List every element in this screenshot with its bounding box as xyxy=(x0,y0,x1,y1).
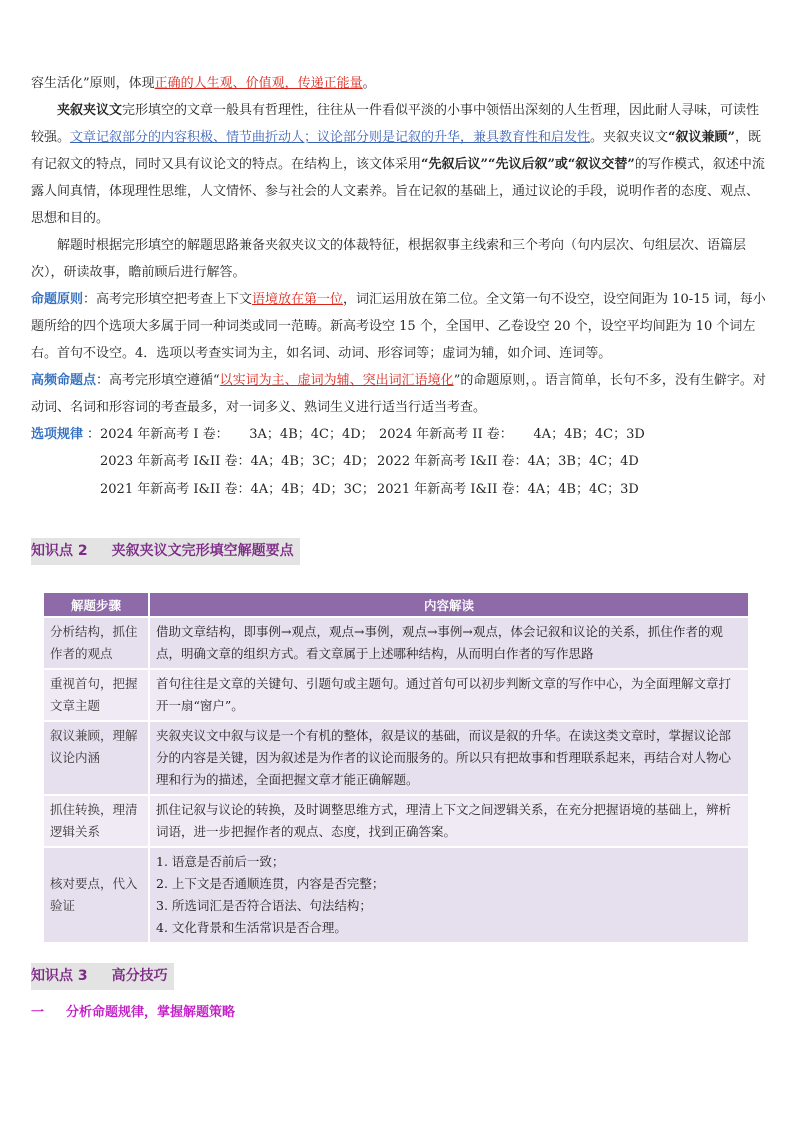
option-rule-2022: 2022 年新高考 I&II 卷：4A；3B；4C；4D xyxy=(377,454,639,469)
option-rule-2021-a: 2021 年新高考 I&II 卷：4A；4B；4D；3C； xyxy=(100,482,375,497)
table-cell-content: 抓住记叙与议论的转换，及时调整思维方式，理清上下文之间逻辑关系，在充分把握语境的基础上，辨析词语，进一步把握作者的观点、态度，找到正确答案。 xyxy=(149,795,749,847)
genre-term-3: “先叙后议”“先议后叙”或“叙议交替” xyxy=(421,157,635,172)
intro-text: 容生活化”原则，体现 xyxy=(31,76,155,91)
genre-text-d: 的写作模式，叙述中流露人间真情，体现理性思维，人文情怀、参与社会的人文素养。旨在记叙的基础上，通过议论的手段，说明作者的态度、观点、思想和目的。 xyxy=(31,157,765,226)
genre-text-a: 完形填空的文章一般具有哲理性，往往从一件看似平淡的小事中领悟出深刻的人生哲理，因此耐人寻味，可读性较强。 xyxy=(31,103,760,145)
table-row xyxy=(44,795,749,847)
section-title: 夹叙夹议文完形填空解题要点 xyxy=(111,543,294,559)
section-heading-kp2 xyxy=(31,538,300,565)
frequent-label: 高频命题点 xyxy=(31,373,97,388)
option-rule-2024-2: 2024 年新高考 II 卷： 4A；4B；4C；3D xyxy=(379,427,645,442)
solving-paragraph: 解题时根据完形填空的解题思路兼备夹叙夹议文的体裁特征，根据叙事主线索和三个考向（句内层次、句组层次、语篇层次），研读故事，瞻前顾后进行解答。 xyxy=(31,238,747,280)
principle-highlight: 语境放在第一位 xyxy=(252,292,344,307)
frequent-highlight: 以实词为主、虚词为辅、突出词汇语境化 xyxy=(219,373,454,388)
table-cell-step: 分析结构，抓住作者的观点 xyxy=(44,617,149,669)
table-row xyxy=(44,847,749,942)
principle-label: 命题原则 xyxy=(31,292,84,307)
table-cell-content: 借助文章结构，即事例→观点，观点→事例，观点→事例→观点，体会记叙和议论的关系，抓住作者的观点，明确文章的组织方式。看文章属于上述哪种结构，从而明白作者的写作思路 xyxy=(149,617,749,669)
list-item: 2. 上下文是否通顺连贯，内容是否完整； xyxy=(156,876,385,891)
option-rules-label: 选项规律 xyxy=(31,427,84,442)
section-number: 知识点 2 xyxy=(31,543,88,559)
subsection-title: 分析命题规律，掌握解题策略 xyxy=(66,1005,236,1020)
intro-text-end: 。 xyxy=(362,76,376,91)
table-row xyxy=(44,669,749,721)
table-cell-content xyxy=(149,847,749,942)
table-cell-step: 叙议兼顾，理解议论内涵 xyxy=(44,721,149,795)
list-item: 4. 文化背景和生活常识是否合理。 xyxy=(156,920,347,935)
list-item: 3. 所选词汇是否符合语法、句法结构； xyxy=(156,898,372,913)
option-rule-2024-1: ：2024 年新高考 I 卷： 3A；4B；4C；4D； xyxy=(87,427,374,442)
table-row xyxy=(44,721,749,795)
principle-text-b: ，词汇运用放在第二位。全文第一句不设空，设空间距为 10-15 词，每小题所给的四个选项大多属于同一种词类或同一范畴。新高考设空 15 个，全国甲、乙卷设空 20 个，设空平均间距为 10 个词左右。首句不设空。4．选项以考查实词为主，如名词、动词、形容词等；虚词为辅，如介词、连词等。 xyxy=(31,292,766,361)
genre-term: 夹叙夹议文 xyxy=(57,103,123,118)
table-row xyxy=(44,617,749,669)
subsection-number: 一 xyxy=(31,1005,45,1020)
frequent-paragraph xyxy=(31,367,766,421)
steps-table xyxy=(44,593,750,942)
section-number: 知识点 3 xyxy=(31,968,88,984)
section-title: 高分技巧 xyxy=(111,968,168,984)
genre-term-2: “叙议兼顾” xyxy=(668,130,736,145)
subsection-heading xyxy=(31,1002,235,1024)
table-cell-step: 抓住转换，理清逻辑关系 xyxy=(44,795,149,847)
table-cell-step: 重视首句，把握文章主题 xyxy=(44,669,149,721)
checklist xyxy=(156,851,742,939)
genre-paragraph xyxy=(31,97,766,232)
option-rule-2023: 2023 年新高考 I&II 卷：4A；4B；3C；4D； xyxy=(100,454,375,469)
table-header-step: 解题步骤 xyxy=(44,593,149,617)
section-heading-kp3 xyxy=(31,963,174,990)
principle-text-a: ：高考完形填空把考查上下文 xyxy=(83,292,253,307)
genre-text-b: 。夹叙夹议文 xyxy=(590,130,669,145)
table-cell-content: 首句往往是文章的关键句、引题句或主题句。通过首句可以初步判断文章的写作中心，为全面理解文章打开一扇“窗户”。 xyxy=(149,669,749,721)
table-cell-step: 核对要点，代入验证 xyxy=(44,847,149,942)
genre-text-c: ，既有记叙文的特点，同时又具有议论文的特点。在结构上，该文体采用 xyxy=(31,130,762,172)
table-header-row xyxy=(44,593,749,617)
frequent-text-a: ：高考完形填空遵循“ xyxy=(96,373,220,388)
table-cell-content: 夹叙夹议文中叙与议是一个有机的整体，叙是议的基础，而议是叙的升华。在读这类文章时，掌握议论部分的内容是关键，因为叙述是为作者的议论而服务的。所以只有把故事和哲理联系起来，再结合对人物心理和行为的描述，全面把握文章才能正确解题。 xyxy=(149,721,749,795)
option-rule-2021-b: 2021 年新高考 I&II 卷：4A；4B；4C；3D xyxy=(377,482,639,497)
list-item: 1. 语意是否前后一致； xyxy=(156,854,285,869)
intro-line xyxy=(31,70,766,97)
frequent-text-b: ”的命题原则，。语言简单，长句不多，没有生僻字。对动词、名词和形容词的考查最多，对一词多义、熟词生义进行适当行适当考查。 xyxy=(31,373,766,415)
genre-highlight: 文章记叙部分的内容积极、情节曲折动人；议论部分则是记叙的升华，兼具教育性和启发性 xyxy=(70,130,591,145)
table-header-content: 内容解读 xyxy=(149,593,749,617)
principle-paragraph xyxy=(31,286,766,367)
intro-highlight: 正确的人生观、价值观，传递正能量 xyxy=(154,76,363,91)
